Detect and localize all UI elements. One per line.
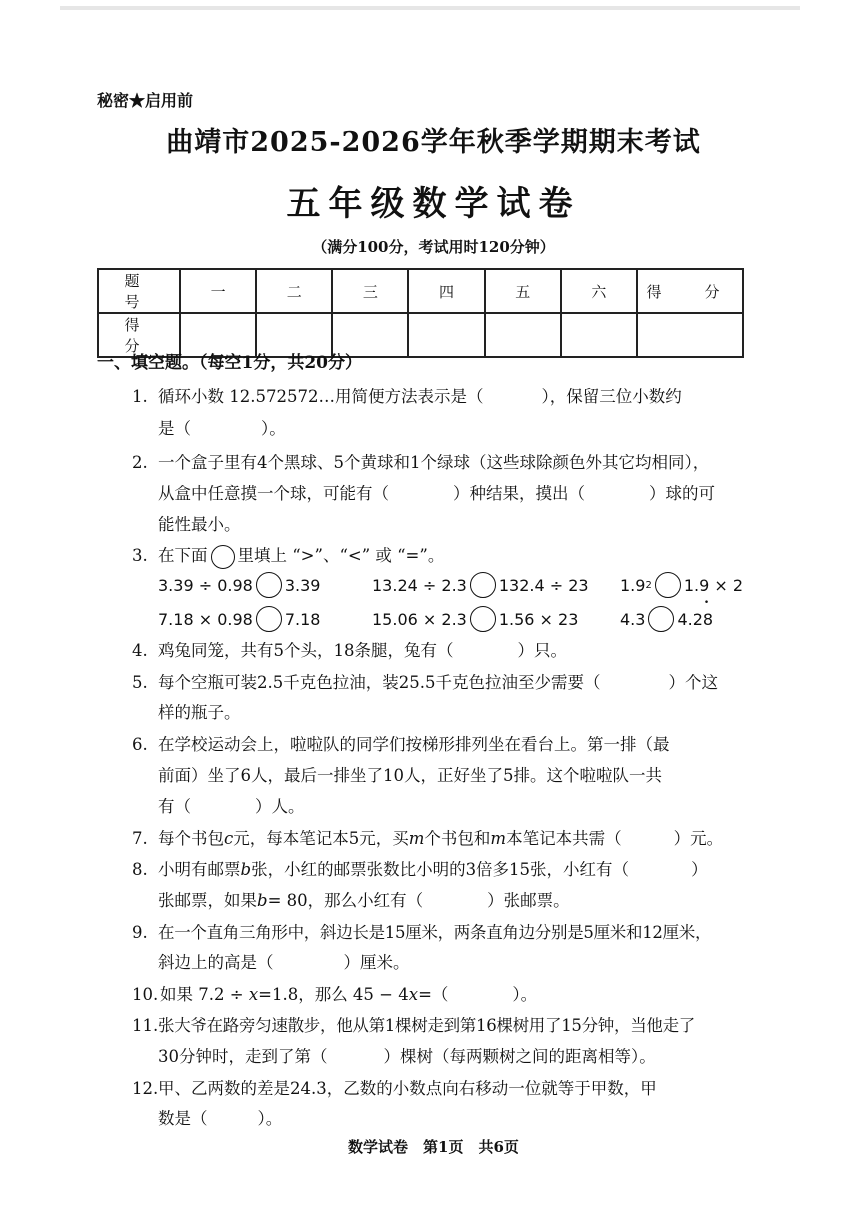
confidential-label: 秘密★启用前 [97,91,194,110]
question-text: ）。 [261,419,286,438]
compare-circle[interactable] [211,545,235,569]
score-header-cell: 六 [561,269,637,313]
compare-item [372,606,578,632]
compare-item [620,572,743,598]
score-cell[interactable] [485,313,561,357]
variable: m [408,829,425,848]
scan-edge [60,6,800,10]
compare-left: 13.24 ÷ 2.3 [372,575,467,595]
question-number: 9. [132,923,148,942]
question-text: =（ [418,985,449,1004]
question-1-line [158,382,753,412]
score-header-cell: 得 分 [637,269,743,313]
score-header-cell: 四 [408,269,484,313]
question-text: 每个书包 [158,829,224,848]
question-7-line [158,824,758,854]
question-number: 2. [132,453,148,472]
question-text: = 80，那么小红有（ [267,891,424,910]
question-text: ） [691,860,708,879]
compare-item [620,606,713,632]
question-number: 11. [132,1016,159,1035]
paper-title: 五年级数学试卷 [286,184,581,224]
score-cell[interactable] [637,313,743,357]
question-text: ）元。 [673,829,724,848]
repeating-digit: 8 • [703,610,713,629]
compare-right: 4.2 [677,609,703,629]
score-row-label: 得 分 [98,313,180,357]
compare-circle[interactable] [470,572,496,598]
question-11-line: 张大爷在路旁匀速散步，他从第1棵树走到第16棵树用了15分钟，当他走了 [158,1016,695,1035]
compare-item [372,572,589,598]
compare-right: 3.39 [284,575,321,595]
question-text: 元，每本笔记本5元，买 [233,829,409,848]
score-header-cell: 二 [256,269,332,313]
variable: x [408,985,419,1004]
score-table-header-row [98,269,743,313]
page-footer: 数学试卷 第1页 共6页 [348,1138,519,1156]
question-text: 斜边上的高是（ [158,953,274,972]
question-9-line: 在一个直角三角形中，斜边长是15厘米，两条直角边分别是5厘米和12厘米， [158,923,712,942]
question-number: 12. [132,1079,159,1098]
question-text: 是（ [158,419,191,438]
question-text: ）厘米。 [343,953,410,972]
question-number: 7. [132,829,148,848]
section-title: 一、填空题。（每空1分，共20分） [97,353,362,373]
compare-left: 3.39 ÷ 0.98 [158,575,253,595]
question-text: ）个这 [668,673,718,692]
compare-left: 7.18 × 0.98 [158,609,253,629]
question-12-line [158,1104,753,1134]
variable: c [224,829,234,848]
exam-info: （满分100分，考试用时120分钟） [312,238,555,256]
score-cell[interactable] [408,313,484,357]
question-text: 小明有邮票 [158,860,241,879]
compare-circle[interactable] [648,606,674,632]
question-text: 如果 7.2 ÷ [160,985,249,1004]
variable: x [248,985,259,1004]
question-5-line [158,668,753,698]
question-text: 循环小数 12.572572…用简便方法表示是（ [158,387,484,406]
question-text: 鸡兔同笼，共有5个头，18条腿，兔有（ [158,641,454,660]
question-9-line [158,948,753,978]
question-text: ）棵树（每两颗树之间的距离相等）。 [383,1047,656,1066]
question-text: ）球的可 [649,484,715,503]
question-number: 3. [132,546,148,565]
question-8-line [158,855,753,885]
question-3-line [158,541,753,571]
question-text: ）。 [257,1109,283,1128]
question-text: 有（ [158,797,191,816]
question-text: 张，小红的邮票张数比小明的3倍多15张，小红有（ [251,860,630,879]
question-11-line [158,1042,753,1072]
question-text: ）人。 [255,797,305,816]
question-12-line: 甲、乙两数的差是24.3，乙数的小数点向右移动一位就等于甲数，甲 [158,1079,657,1098]
compare-right: 1.56 × 23 [498,609,579,629]
question-text: ）。 [512,985,538,1004]
variable: b [240,860,252,879]
question-text: 数是（ [158,1109,208,1128]
question-text: ），保留三位小数约 [541,387,682,406]
question-10-line [160,980,755,1010]
compare-right: 7.18 [284,609,321,629]
variable: m [490,829,507,848]
question-text: 张邮票，如果 [158,891,257,910]
question-number: 8. [132,860,148,879]
score-header-cell: 题 号 [98,269,180,313]
compare-right: 132.4 ÷ 23 [498,575,589,595]
question-number: 6. [132,735,148,754]
question-2-line: 能性最小。 [158,515,241,534]
question-2-line: 一个盒子里有4个黑球、5个黄球和1个绿球（这些球除颜色外其它均相同）， [158,453,710,472]
question-number: 1. [132,387,148,406]
score-header-cell: 五 [485,269,561,313]
question-8-line [158,886,753,916]
compare-circle[interactable] [470,606,496,632]
compare-circle[interactable] [655,572,681,598]
question-number: 5. [132,673,148,692]
question-6-line: 前面）坐了6人，最后一排坐了10人，正好坐了5排。这个啦啦队一共 [158,766,662,785]
compare-circle[interactable] [256,606,282,632]
question-text: ）张邮票。 [487,891,570,910]
compare-left: 15.06 × 2.3 [372,609,467,629]
question-text: 30分钟时，走到了第（ [158,1047,328,1066]
compare-circle[interactable] [256,572,282,598]
score-cell[interactable] [561,313,637,357]
compare-item [158,572,320,598]
exponent: 2 [645,579,652,591]
question-text: 本笔记本共需（ [506,829,622,848]
exam-title: 曲靖市2025-2026学年秋季学期期末考试 [166,127,701,158]
compare-left: 4.3 [620,609,646,629]
variable: b [257,891,268,910]
question-text: ）种结果，摸出（ [453,484,585,503]
question-5-line: 样的瓶子。 [158,703,241,722]
compare-right: 1.9 × 2 [683,575,744,595]
question-number: 10. [132,985,159,1004]
question-text: 在下面 [158,546,208,565]
question-6-line: 在学校运动会上，啦啦队的同学们按梯形排列坐在看台上。第一排（最 [158,735,670,754]
score-table [97,268,744,358]
question-text: =1.8，那么 45 − 4 [258,985,409,1004]
question-6-line [158,792,753,822]
question-text: 里填上 “>”、“<” 或 “=”。 [237,546,445,565]
question-2-line [158,479,753,509]
question-1-line [158,414,753,444]
question-number: 4. [132,641,148,660]
compare-left: 1.9 [620,575,646,595]
question-text: 从盒中任意摸一个球，可能有（ [158,484,389,503]
compare-item [158,606,320,632]
question-text: 每个空瓶可装2.5千克色拉油，装25.5千克色拉油至少需要（ [158,673,601,692]
question-text: ）只。 [517,641,567,660]
score-header-cell: 一 [180,269,256,313]
question-4-line [158,636,753,666]
question-text: 个书包和 [424,829,491,848]
score-header-cell: 三 [332,269,408,313]
